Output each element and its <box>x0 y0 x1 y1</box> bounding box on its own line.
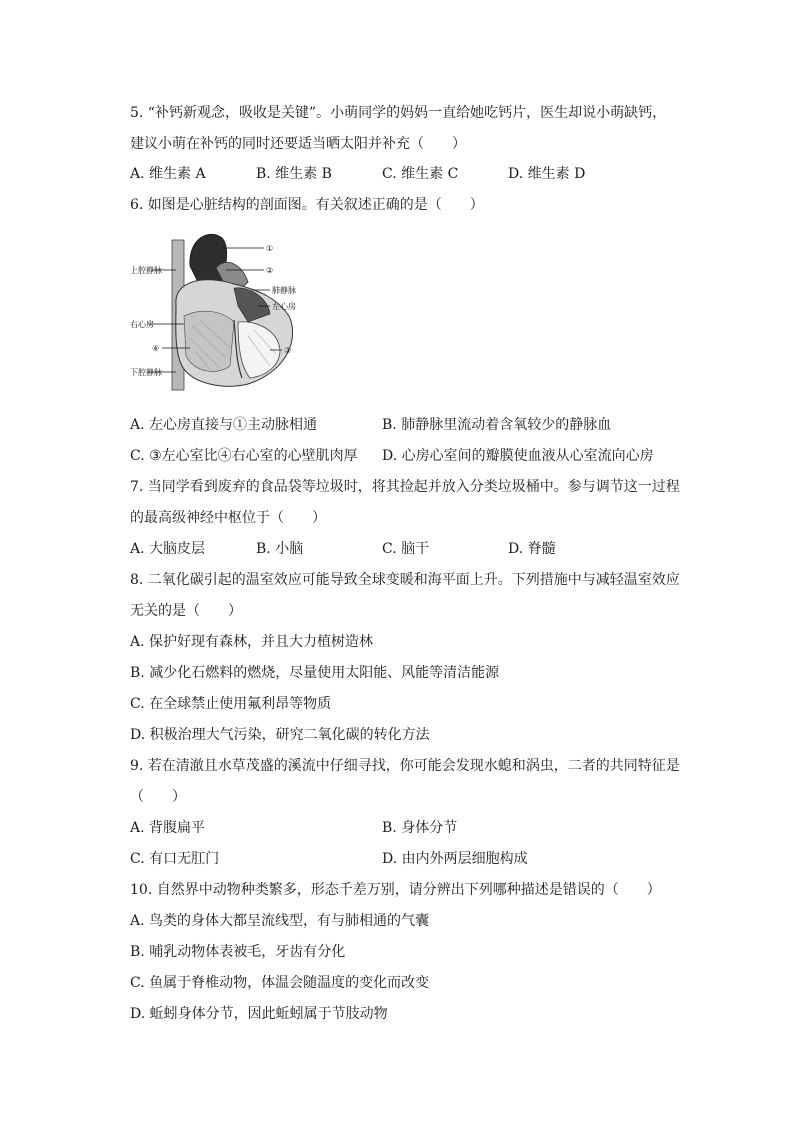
q5-option-d: D. 维生素 D <box>508 166 586 182</box>
label-1: ① <box>266 244 274 253</box>
label-3: ③ <box>284 346 292 355</box>
q9-stem-line1: 9. 若在清澈且水草茂盛的溪流中仔细寻找，你可能会发现水螅和涡虫，二者的共同特征是 <box>130 758 680 774</box>
q5-stem-line2: 建议小萌在补钙的同时还要适当晒太阳并补充（ ） <box>130 136 466 152</box>
q5-option-a: A. 维生素 A <box>130 166 206 182</box>
label-pulmonary-vein: 肺静脉 <box>272 286 296 295</box>
q5-option-c: C. 维生素 C <box>382 166 459 182</box>
q9-option-b: B. 身体分节 <box>382 820 458 836</box>
label-left-atrium: 左心房 <box>272 302 296 311</box>
q6-option-b: B. 肺静脉里流动着含氧较少的静脉血 <box>382 417 612 433</box>
label-4: ④ <box>152 344 160 353</box>
q6-option-d: D. 心房心室间的瓣膜使血液从心室流向心房 <box>382 448 654 464</box>
q7-option-b: B. 小脑 <box>256 541 304 557</box>
label-right-atrium: 右心房 <box>130 320 154 329</box>
label-inferior-vena-cava: 下腔静脉 <box>130 368 162 377</box>
q10-option-a: A. 鸟类的身体大都呈流线型，有与肺相通的气囊 <box>130 913 430 929</box>
q8-option-b: B. 减少化石燃料的燃烧，尽量使用太阳能、风能等清洁能源 <box>130 665 500 681</box>
q6-option-a: A. 左心房直接与①主动脉相通 <box>130 417 318 433</box>
q8-stem-line2: 无关的是（ ） <box>130 603 242 619</box>
q8-option-a: A. 保护好现有森林，并且大力植树造林 <box>130 634 374 650</box>
q5-stem-line1: 5. “补钙新观念，吸收是关键”。小萌同学的妈妈一直给她吃钙片，医生却说小萌缺钙， <box>130 105 667 121</box>
q9-stem-line2: （ ） <box>130 789 186 805</box>
q10-option-b: B. 哺乳动物体表被毛，牙齿有分化 <box>130 944 346 960</box>
q7-stem-line2: 的最高级神经中枢位于（ ） <box>130 510 326 526</box>
q7-option-d: D. 脊髓 <box>508 541 556 557</box>
q7-option-c: C. 脑干 <box>382 541 430 557</box>
q10-option-d: D. 蚯蚓身体分节，因此蚯蚓属于节肢动物 <box>130 1006 388 1022</box>
q7-stem-line1: 7. 当同学看到废弃的食品袋等垃圾时，将其捡起并放入分类垃圾桶中。参与调节这一过程 <box>130 479 680 495</box>
q5-option-b: B. 维生素 B <box>256 166 332 182</box>
q9-option-d: D. 由内外两层细胞构成 <box>382 851 528 867</box>
q9-option-a: A. 背腹扁平 <box>130 820 206 836</box>
q6-option-c: C. ③左心室比④右心室的心壁肌肉厚 <box>130 448 358 464</box>
q9-option-c: C. 有口无肛门 <box>130 851 220 867</box>
q8-option-d: D. 积极治理大气污染，研究二氧化碳的转化方法 <box>130 727 430 743</box>
label-2: ② <box>266 266 274 275</box>
q10-option-c: C. 鱼属于脊椎动物，体温会随温度的变化而改变 <box>130 975 430 991</box>
q8-stem-line1: 8. 二氧化碳引起的温室效应可能导致全球变暖和海平面上升。下列措施中与减轻温室效应 <box>130 572 680 588</box>
q6-stem: 6. 如图是心脏结构的剖面图。有关叙述正确的是（ ） <box>130 197 484 213</box>
q10-stem: 10. 自然界中动物种类繁多，形态千差万别，请分辨出下列哪种描述是错误的（ ） <box>130 882 661 898</box>
label-superior-vena-cava: 上腔静脉 <box>130 266 162 275</box>
heart-diagram <box>130 226 306 398</box>
q7-option-a: A. 大脑皮层 <box>130 541 206 557</box>
q8-option-c: C. 在全球禁止使用氟利昂等物质 <box>130 696 332 712</box>
